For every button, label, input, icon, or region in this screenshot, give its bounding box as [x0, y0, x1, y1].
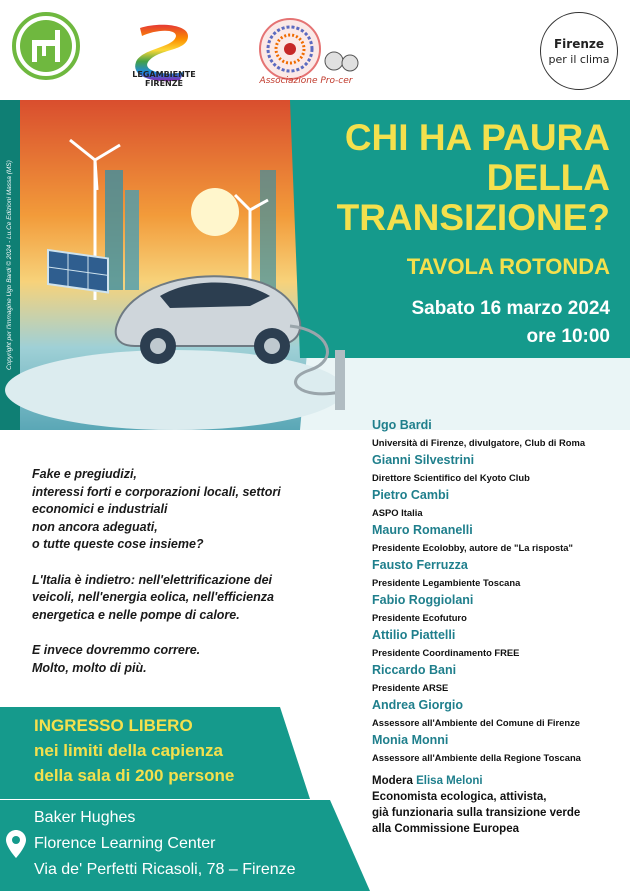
speaker-role: Presidente Coordinamento FREE: [372, 647, 520, 658]
event-subtitle: TAVOLA ROTONDA: [406, 254, 610, 279]
speaker: [372, 696, 627, 731]
speaker-name: Ugo Bardi: [372, 418, 432, 432]
speaker: [372, 486, 627, 521]
speaker-role: Assessore all'Ambiente del Comune di Firenze: [372, 717, 581, 728]
location-pin-icon: [6, 830, 26, 858]
entry-info: [34, 713, 314, 788]
badge-line1: Firenze: [553, 37, 605, 51]
entry-line-3: della sala di 200 persone: [34, 766, 235, 785]
speaker: [372, 591, 627, 626]
entry-line-2: nei limiti della capienza: [34, 741, 223, 760]
moderator-name: Elisa Meloni: [416, 775, 483, 787]
speaker-name: Monia Monni: [372, 733, 449, 747]
image-credit: [2, 140, 16, 370]
speaker: [372, 661, 627, 696]
speaker: [372, 416, 627, 451]
firenze-per-il-clima-badge: [540, 12, 618, 90]
venue-line-3: Via de' Perfetti Ricasoli, 78 – Firenze: [34, 861, 296, 878]
chair-logo: [12, 12, 80, 80]
speaker-role: Presidente Legambiente Toscana: [372, 577, 521, 588]
badge-line2: per il clima: [548, 53, 610, 66]
speaker-name: Gianni Silvestrini: [372, 453, 475, 467]
event-title: CHI HA PAURA DELLA TRANSIZIONE?: [336, 117, 610, 238]
speaker-role: Università di Firenze, divulgatore, Club di Roma: [372, 437, 586, 448]
procer-label: Associazione Pro-cer: [259, 76, 353, 86]
speaker-role: Presidente Ecofuturo: [372, 612, 467, 623]
speaker-name: Pietro Cambi: [372, 488, 450, 502]
speaker-name: Mauro Romanelli: [372, 523, 473, 537]
event-date: Sabato 16 marzo 2024: [411, 298, 610, 319]
speaker: [372, 451, 627, 486]
intro-paragraph-3: E invece dovremmo correre. Molto, molto di più.: [32, 643, 201, 675]
speaker-role: ASPO Italia: [372, 507, 423, 518]
speaker-name: Fausto Ferruzza: [372, 558, 468, 572]
moderator-label: Modera: [372, 775, 413, 787]
venue-line-2: Florence Learning Center: [34, 835, 216, 852]
speaker: [372, 626, 627, 661]
speaker-name: Andrea Giorgio: [372, 698, 463, 712]
image-credit-text: Copyright per l'immagine Ugo Bardi © 2024 - Lu.Ce Edizioni Massa (MS): [6, 160, 13, 370]
speaker: [372, 731, 627, 766]
intro-text: [32, 466, 342, 695]
speaker: [372, 521, 627, 556]
entry-line-1: INGRESSO LIBERO: [34, 716, 193, 735]
speaker-role: Presidente Ecolobby, autore de "La risposta": [372, 542, 573, 553]
speakers-list: [372, 416, 627, 766]
intro-paragraph-1: Fake e pregiudizi, interessi forti e corporazioni locali, settori economici e industriali non ancora adeguati, o tutte queste cose insieme?: [32, 467, 281, 551]
event-datetime: [290, 295, 610, 351]
speaker: [372, 556, 627, 591]
legambiente-label: LEGAMBIENTE FIRENZE: [132, 70, 196, 88]
speaker-name: Attilio Piattelli: [372, 628, 456, 642]
intro-paragraph-2: L'Italia è indietro: nell'elettrificazione dei veicoli, nell'energia eolica, nell'efficienza energetica e nelle pompe di calore.: [32, 572, 274, 622]
speaker-role: Direttore Scientifico del Kyoto Club: [372, 472, 530, 483]
speaker-role: Assessore all'Ambiente della Regione Toscana: [372, 752, 581, 763]
speaker-name: Fabio Roggiolani: [372, 593, 474, 607]
speaker-name: Riccardo Bani: [372, 663, 457, 677]
venue-info: [34, 805, 364, 883]
event-time: ore 10:00: [526, 326, 610, 347]
venue-line-1: Baker Hughes: [34, 809, 136, 826]
speaker-role: Presidente ARSE: [372, 682, 449, 693]
moderator: [372, 773, 627, 837]
moderator-description: Economista ecologica, attivista, già funzionaria sulla transizione verde alla Commissione Europea: [372, 791, 581, 835]
